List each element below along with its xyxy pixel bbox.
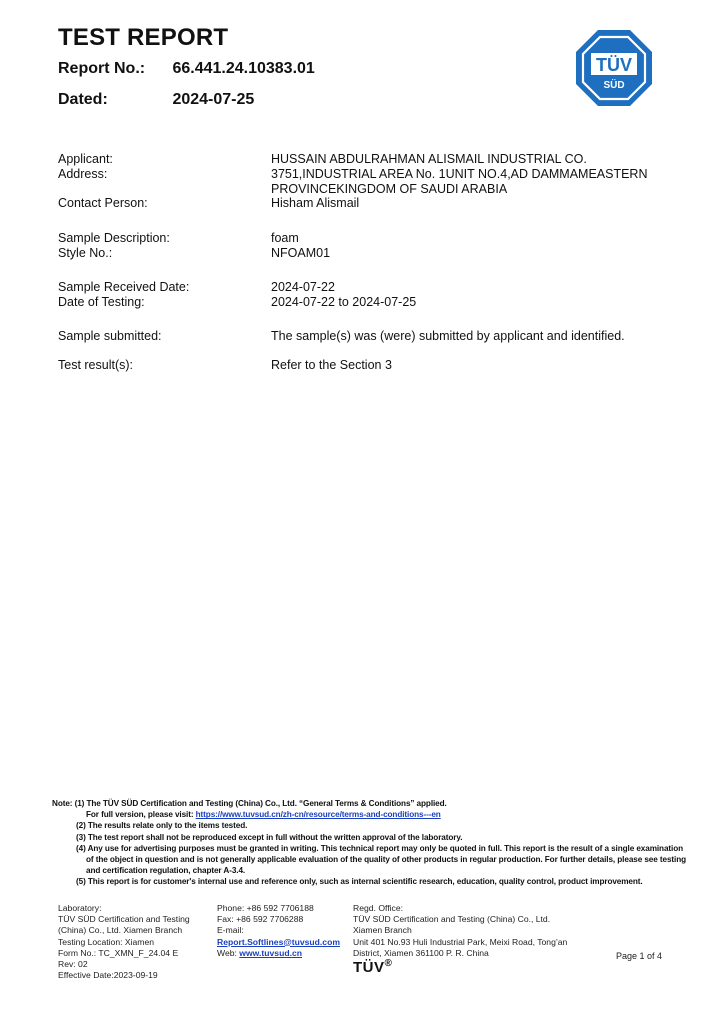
- footer-lab-line: (China) Co., Ltd. Xiamen Branch: [58, 925, 183, 936]
- footer-office-line: District, Xiamen 361100 P. R. China: [353, 947, 489, 958]
- footer-lab-line: TÜV SÜD Certification and Testing: [58, 914, 190, 925]
- footer-contact: [217, 903, 347, 959]
- footer-revision: Rev: 02: [58, 959, 88, 970]
- note-2: (2) The results relate only to the items tested.: [76, 821, 248, 831]
- footer-lab-line: Testing Location: Xiamen: [58, 936, 155, 947]
- testing-value: 2024-07-22 to 2024-07-25: [271, 295, 417, 309]
- terms-link[interactable]: https://www.tuvsud.cn/zh-cn/resource/terms-and-conditions---en: [195, 810, 441, 820]
- footer-office-line: Regd. Office:: [353, 903, 403, 913]
- footer-fax: Fax: +86 592 7706288: [217, 914, 304, 925]
- received-label: Sample Received Date:: [58, 280, 190, 294]
- notes-block: [52, 798, 702, 888]
- submitted-value: The sample(s) was (were) submitted by applicant and identified.: [271, 329, 625, 343]
- applicant-value: HUSSAIN ABDULRAHMAN ALISMAIL INDUSTRIAL CO.: [271, 152, 587, 166]
- result-value: Refer to the Section 3: [271, 358, 392, 372]
- dated-label: Dated:: [58, 91, 108, 108]
- note-4-line-2: of the object in question and is not generally applicable evaluation of the quality of other products in regular production. For further details, please see testing: [86, 855, 687, 865]
- testing-label: Date of Testing:: [58, 295, 145, 309]
- contact-label: Contact Person:: [58, 196, 148, 210]
- submitted-label: Sample submitted:: [58, 329, 162, 343]
- result-label: Test result(s):: [58, 358, 134, 372]
- note-1-link-row: [52, 809, 702, 820]
- style-value: NFOAM01: [271, 246, 331, 260]
- footer-web-row: [217, 948, 347, 959]
- report-number-row: [58, 60, 315, 78]
- footer-web-link[interactable]: www.tuvsud.cn: [239, 947, 303, 958]
- footer-brand-text: TÜV: [353, 959, 385, 976]
- style-label: Style No.:: [58, 246, 113, 260]
- sample-description-value: foam: [271, 231, 299, 245]
- footer-office-line: Unit 401 No.93 Huli Industrial Park, Meixi Road, Tong’an: [353, 936, 568, 947]
- note-3: (3) The test report shall not be reproduced except in full without the written approval of the laboratory.: [76, 832, 463, 842]
- footer-laboratory: [58, 903, 208, 981]
- note-5: (5) This report is for customer's internal use and reference only, such as internal scientific research, education, quality control, product improvement.: [76, 877, 643, 887]
- address-line-1: 3751,INDUSTRIAL AREA No. 1UNIT NO.4,AD DAMMAMEASTERN: [271, 167, 648, 181]
- dated-row: [58, 91, 254, 109]
- report-title: TEST REPORT: [58, 24, 229, 51]
- footer-effective-date: Effective Date:2023-09-19: [58, 970, 158, 981]
- address-line-2: PROVINCEKINGDOM OF SAUDI ARABIA: [271, 182, 508, 196]
- dated-value: 2024-07-25: [172, 91, 255, 108]
- logo-text-bottom: SÜD: [603, 80, 625, 91]
- footer-office-line: Xiamen Branch: [353, 925, 412, 936]
- report-number-label: Report No.:: [58, 60, 146, 77]
- address-label: Address:: [58, 167, 108, 181]
- logo-text-top: TÜV: [596, 55, 632, 75]
- footer-email-label: E-mail:: [217, 925, 244, 936]
- note-1: Note: (1) The TÜV SÜD Certification and Testing (China) Co., Ltd. “General Terms & Conditions” applied.: [52, 799, 447, 808]
- note-4-line-1: (4) Any use for advertising purposes must be granted in writing. This technical report may only be quoted in full. This report is the result of a single examination: [76, 843, 684, 853]
- footer-email-link[interactable]: Report.Softlines@tuvsud.com: [217, 936, 340, 947]
- applicant-label: Applicant:: [58, 152, 113, 166]
- footer-phone: Phone: +86 592 7706188: [217, 903, 314, 913]
- note-4-line-3: and certification regulation, chapter A-3.4.: [86, 866, 246, 876]
- footer-tuv-wordmark: [353, 958, 392, 976]
- tuv-sud-logo: [574, 28, 654, 108]
- contact-value: Hisham Alismail: [271, 196, 360, 210]
- note-1-link-prefix: For full version, please visit:: [86, 810, 196, 820]
- page-number: Page 1 of 4: [616, 951, 663, 961]
- footer-registered-office: [353, 903, 603, 959]
- report-number-value: 66.441.24.10383.01: [172, 60, 315, 77]
- registered-mark: ®: [384, 958, 393, 969]
- footer-lab-line: Laboratory:: [58, 903, 102, 913]
- received-value: 2024-07-22: [271, 280, 335, 294]
- sample-description-label: Sample Description:: [58, 231, 170, 245]
- footer-form-number: Form No.: TC_XMN_F_24.04 E: [58, 947, 179, 958]
- footer-web-label: Web:: [217, 947, 240, 958]
- footer-office-line: TÜV SÜD Certification and Testing (China) Co., Ltd.: [353, 914, 551, 925]
